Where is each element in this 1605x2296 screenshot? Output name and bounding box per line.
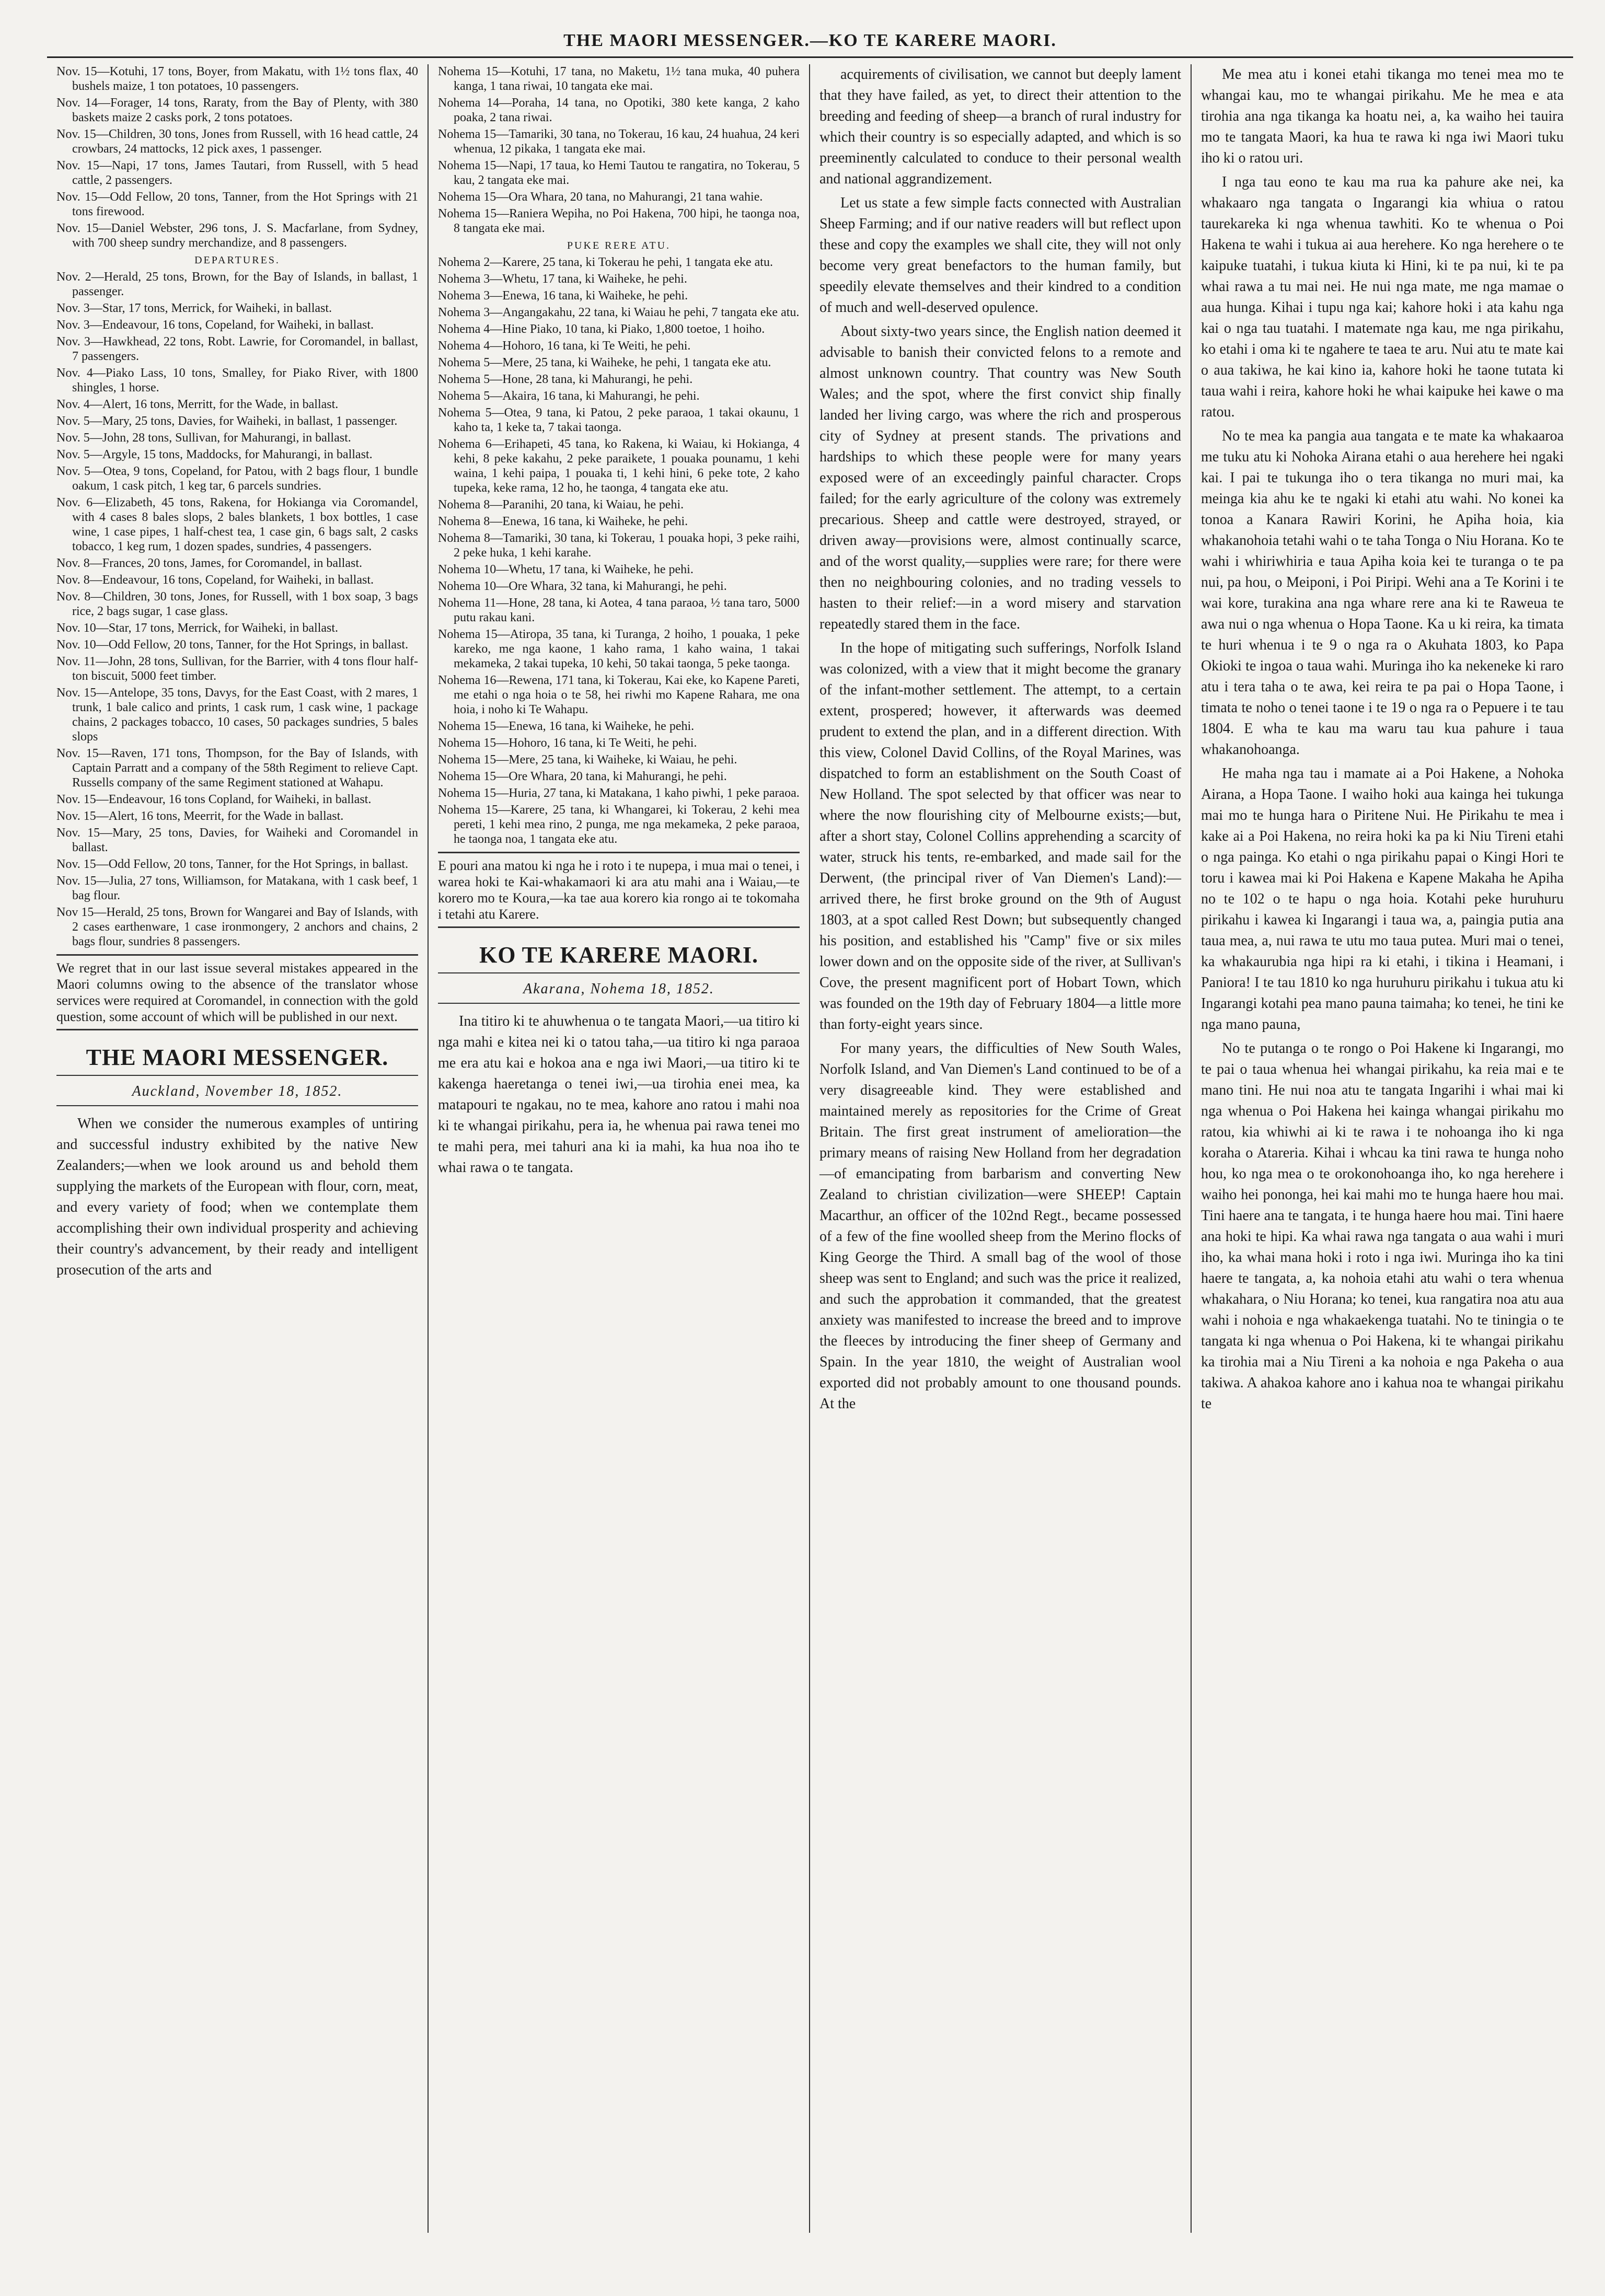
shipping-entry: Nov. 8—Children, 30 tons, Jones, for Russell, with 1 box soap, 3 bags rice, 2 bags sugar, 1 case glass. [56,590,418,618]
shipping-entry: Nov. 5—Argyle, 15 tons, Maddocks, for Mahurangi, in ballast. [56,448,373,461]
masthead-rule [438,972,800,973]
paragraph: acquirements of civilisation, we cannot but deeply lament that they have failed, as yet, to direct their attention to the breeding and feeding of sheep—a branch of rural industry for which their country is so especially adapted, and which is so preeminently calculated to conduce to their personal wealth and national aggrandizement. [819,66,1181,187]
shipping-entry: Nov. 4—Piako Lass, 10 tons, Smalley, for Piako River, with 1800 shingles, 1 horse. [56,366,418,395]
shipping-entry: Nov. 6—Elizabeth, 45 tons, Rakena, for Hokianga via Coromandel, with 4 cases 8 bales slops, 2 bales blankets, 1 box bottles, 1 case wine, 1 case pipes, 1 half-chest tea, 1 case gin, 6 bags salt, 2 casks tobacco, 1 keg rum, 1 dozen spades, sundries, 4 passengers. [56,496,418,553]
shipping-entry: Nohema 5—Mere, 25 tana, ki Waiheke, he pehi, 1 tangata eke atu. [438,356,771,369]
dateline-rule [56,1105,418,1106]
shipping-entry: Nov. 8—Endeavour, 16 tons, Copeland, for Waiheki, in ballast. [56,573,374,587]
column-2 [429,64,810,2233]
paragraph: When we consider the numerous examples of untiring and successful industry exhibited by the native New Zealanders;—when we look around us and behold them supplying the markets of the European with flour, corn, meat, and every variety of food; when we contemplate them accomplishing their own individual prosperity and achieving their country's advancement, by their ready and intelligent prosecution of the arts and [56,1116,418,1278]
paragraph: In the hope of mitigating such sufferings, Norfolk Island was colonized, with a view that it might become the granary of the infant-mother settlement. The attempt, to a certain extent, prospered; however, it afterwards was deemed prudent to extend the plan, and in a different direction. With this view, Colonel David Collins, of the Royal Marines, was dispatched to form an establishment on the South Coast of New Holland. The spot selected by that officer was near to where the now flourishing city of Melbourne exists;—but, after a short stay, Colonel Collins apprehending a scarcity of water, struck his tents, re-embarked, and made sail for the Derwent, (the principal river of Van Diemen's Land):—arrived there, he first broke ground on the 9th of August 1803, at a spot called Rest Down; but subsequently changed his position, and established his "Camp" five or six miles lower down and on the opposite side of the river, at Sullivan's Cove, the present magnificent port of Hobart Town, which was founded on the 19th day of February 1804—a little more than forty-eight years since. [819,640,1181,1033]
shipping-entry: Nov. 15—Odd Fellow, 20 tons, Tanner, from the Hot Springs with 21 tons firewood. [56,190,418,218]
shipping-entry: Nov. 8—Frances, 20 tons, James, for Coromandel, in ballast. [56,556,363,570]
shipping-entry: Nohema 11—Hone, 28 tana, ki Aotea, 4 tana paraoa, ½ tana taro, 5000 putu rakau kani. [438,596,800,624]
paragraph: I nga tau eono te kau ma rua ka pahure ake nei, ka whakaaro nga tangata o Ingarangi kia whiua o ratou taurekareka ki nga whenua tawhiti. Ko te whenua o Poi Hakena te wahi i tukua ai aua herehere. Ko nga herehere o te kaipuke tuatahi, i tukua kiuta ki Hini, ki te pa nui, ki te pa whai rawa a tu mai nei. He nui nga mate, me nga mamae o aua hunga. Kihai i tupu nga kai; kahore hoki i ata kahu nga kai o nga tau tuatahi. I matemate nga kau, me nga pirikahu, ko etahi i oma ki te ngahere te taea te aru. Nui atu te mate kai o aua takiwa, he kai kino ia, kahore hoki he taone tutata ki taua wahi i reira, kahore hoki he whai kaipuke hei kawe o ma ratou. [1201,174,1564,420]
shipping-entry: Nohema 5—Akaira, 16 tana, ki Mahurangi, he pehi. [438,389,700,403]
shipping-entry: Nohema 5—Otea, 9 tana, ki Patou, 2 peke paraoa, 1 takai okaunu, 1 kaho ta, 1 keke ta, 7 takai taonga. [438,406,800,434]
arrivals-list-maori [438,64,800,236]
shipping-entry: Nov. 3—Hawkhead, 22 tons, Robt. Lawrie, for Coromandel, in ballast, 7 passengers. [56,335,418,363]
newspaper-page [47,26,1573,2273]
shipping-entry: Nohema 15—Atiropa, 35 tana, ki Turanga, 2 hoiho, 1 pouaka, 1 peke kareko, me nga kaone, 1 kaho rama, 1 kaho waina, 1 takai mekameka, 2 takai tupeka, 10 kehi, 50 takai taonga, 5 peke taonga. [438,628,800,670]
shipping-entry: Nov. 3—Star, 17 tons, Merrick, for Waiheki, in ballast. [56,302,332,315]
shipping-entry: Nohema 15—Huria, 27 tana, ki Matakana, 1 kaho piwhi, 1 peke paraoa. [438,786,800,800]
masthead-rule [56,1075,418,1076]
shipping-entry: Nov. 5—John, 28 tons, Sullivan, for Mahurangi, in ballast. [56,431,351,445]
shipping-entry: Nov. 11—John, 28 tons, Sullivan, for the Barrier, with 4 tons flour half-ton biscuit, 5000 feet timber. [56,655,418,683]
shipping-entry: Nohema 15—Tamariki, 30 tana, no Tokerau, 16 kau, 24 huahua, 24 keri whenua, 12 pikaka, 1 tangata eke mai. [438,127,800,156]
shipping-entry: Nov. 14—Forager, 14 tons, Raraty, from the Bay of Plenty, with 380 baskets maize 2 casks pork, 2 tons potatoes. [56,96,418,124]
shipping-entry: Nov. 15—Alert, 16 tons, Meerrit, for the Wade in ballast. [56,809,344,823]
shipping-entry: Nohema 5—Hone, 28 tana, ki Mahurangi, he pehi. [438,373,693,386]
masthead-maori: KO TE KARERE MAORI. [479,942,759,968]
departures-heading-maori: PUKE RERE ATU. [567,240,671,251]
shipping-entry: Nohema 8—Tamariki, 30 tana, ki Tokerau, 1 pouaka hopi, 3 peke raihi, 2 peke huka, 1 kehi karahe. [438,531,800,560]
shipping-entry: Nohema 15—Hohoro, 16 tana, ki Te Weiti, he pehi. [438,736,697,750]
column-4-editorial-maori [1192,64,1573,2233]
shipping-entry: Nohema 15—Raniera Wepiha, no Poi Hakena, 700 hipi, he taonga noa, 8 tangata eke mai. [438,207,800,235]
editorial-english-start [56,1114,418,1281]
masthead-english: THE MAORI MESSENGER. [86,1045,389,1070]
errata-notice-maori: E pouri ana matou ki nga he i roto i te nupepa, i mua mai o tenei, i warea hoki te Kai-whakamaori ki ara atu mahi ana i Waiau,—te korero mo te Koura,—ka tae aua korero kia rongo ai te tokomaha i tetahi atu Karere. [438,852,800,928]
columns [47,64,1573,2233]
shipping-entry: Nov. 15—Kotuhi, 17 tons, Boyer, from Makatu, with 1½ tons flax, 40 bushels maize, 1 ton potatoes, 10 passengers. [56,65,418,93]
paragraph: Let us state a few simple facts connected with Australian Sheep Farming; and if our native readers will but reflect upon these and copy the examples we shall cite, they will not only become very great benefactors to the human family, but speedily elevate themselves and their kindred to a condition of much and well-deserved opulence. [819,195,1182,316]
column-3-editorial-english [810,64,1192,2233]
paragraph: No te mea ka pangia aua tangata e te mate ka whakaaroa me tuku atu ki Nohoka Airana etahi o aua herehere hei ngaki kai. I pai te tukunga iho o tera tikanga no muri mai, ka meinga kia ahu ke te ngaki ki etahi atu wahi. No konei ka tonoa a Kanara Rawiri Korini, he Apiha hoia, kia whakanohoia tetahi wahi o te taha Tonga o Niu Horana. Ko te wahi i whiriwhiria e taua Apiha koia kei te turanga o te pa nui, pa hou, o Meiponi, i Poi Piripi. Wehi ana a Te Korini i te wai kore, turakina ana nga whare rere ana ki te Raweua te awa nui o nga whenua o Hopa Taone. Ka u ki reira, ka timata te huri whenua i te 9 o nga ra o Akuhata 1803, ko Papa Okioki te ingoa o taua wahi. Muringa iho ka nekeneke ki raro atu i tera taha o te awa, kei reira te pa pai o Hopa Taone, i timata te noho o tenei taone i te 19 o nga ra o Pepuere i te tau 1804. E wha te kau ma waru tau kua pahure i taua whakanohoanga. [1201,428,1564,758]
dateline-english: Auckland, November 18, 1852. [132,1083,343,1099]
shipping-entry: Nov. 2—Herald, 25 tons, Brown, for the Bay of Islands, in ballast, 1 passenger. [56,270,418,298]
paragraph: For many years, the difficulties of New South Wales, Norfolk Island, and Van Diemen's Land continued to be of a very disagreeable kind. They were established and maintained merely as repositories for the Crime of Great Britain. The first great instrument of amelioration—the primary means of raising New Holland from her degradation—of emancipating from barbarism and converting New Zealand to christian civilization—were SHEEP! Captain Macarthur, an officer of the 102nd Regt., became possessed of a few of the fine woolled sheep from the Merino flocks of King George the Third. A small bag of the wool of those sheep was sent to England; and such was the price it realized, and such the approbation it commanded, that the greatest anxiety was manifested to increase the breed and to improve the fleeces by introducing the finer sheep of Germany and Spain. In the year 1810, the weight of Australian wool exported did not probably amount to one thousand pounds. At the [819,1040,1181,1412]
shipping-entry: Nov. 15—Antelope, 35 tons, Davys, for the East Coast, with 2 mares, 1 trunk, 1 bale calico and prints, 1 cask rum, 1 cask wine, 1 package chains, 2 packages tobacco, 10 cases, 50 packages sundries, 5 bales slops [56,686,418,744]
paragraph: Ina titiro ki te ahuwhenua o te tangata Maori,—ua titiro ki nga mahi e kitea nei ki o tatou taha,—ua titiro ki nga paraoa me era atu kai e hokoa ana e nga iwi Maori,—ua titiro ki te kakenga haeretanga o tenei iwi,—ua tirohia enei mea, ka matapouri te ngakau, no te mea, kahore ano ratou i mahi noa ki te whangai pirikahu, pera ia, he whenua pai rawa tenei mo te mahi pera, mei tahuri ana ki ia mahi, ka hua noa iho te whai rawa o te tangata. [438,1013,800,1176]
departures-list-english [56,270,418,949]
shipping-entry: Nov 15—Herald, 25 tons, Brown for Wangarei and Bay of Islands, with 2 cases earthenware, 1 case ironmongery, 2 anchors and chains, 2 bags flour, sundries 8 passengers. [56,906,418,948]
shipping-entry: Nohema 15—Ora Whara, 20 tana, no Mahurangi, 21 tana wahie. [438,190,763,204]
dateline-maori: Akarana, Nohema 18, 1852. [523,981,714,997]
shipping-entry: Nohema 15—Enewa, 16 tana, ki Waiheke, he pehi. [438,720,695,733]
shipping-entry: Nohema 8—Enewa, 16 tana, ki Waiheke, he pehi. [438,515,688,528]
shipping-entry: Nohema 10—Ore Whara, 32 tana, ki Mahurangi, he pehi. [438,579,727,593]
shipping-entry: Nov. 10—Star, 17 tons, Merrick, for Waiheki, in ballast. [56,621,339,635]
shipping-entry: Nov. 15—Children, 30 tons, Jones from Russell, with 16 head cattle, 24 crowbars, 24 mattocks, 12 pick axes, 1 passenger. [56,127,418,156]
shipping-entry: Nov. 15—Napi, 17 tons, James Tautari, from Russell, with 5 head cattle, 2 passengers. [56,159,418,187]
shipping-entry: Nohema 6—Erihapeti, 45 tana, ko Rakena, ki Waiau, ki Hokianga, 4 kehi, 8 peke kakahu, 2 peke paraikete, 1 pouaka pounamu, 1 kehi waina, 1 kehi paipa, 1 pouaka ti, 1 kehi hini, 6 peke tote, 2 kaho tupeka, keke rama, 12 ho, he taonga, 4 tangata eke atu. [438,437,800,495]
shipping-entry: Nohema 15—Karere, 25 tana, ki Whangarei, ki Tokerau, 2 kehi mea pereti, 1 kehi mea rino, 2 punga, me nga mekameka, 2 peke paraoa, he taonga noa, 1 tangata eke atu. [438,803,800,846]
running-head: THE MAORI MESSENGER.—KO TE KARERE MAORI. [563,31,1057,50]
shipping-entry: Nohema 4—Hohoro, 16 tana, ki Te Weiti, he pehi. [438,339,691,353]
shipping-entry: Nov. 15—Julia, 27 tons, Williamson, for Matakana, with 1 cask beef, 1 bag flour. [56,874,418,902]
departures-list-maori [438,255,800,846]
departures-heading-english: DEPARTURES. [194,254,280,266]
shipping-entry: Nohema 16—Rewena, 171 tana, ki Tokerau, Kai eke, ko Kapene Pareti, me etahi o nga hoia o te 58, hei riwhi mo Kapene Rahara, me ona hoia, i noho ki Te Wahapu. [438,674,800,716]
shipping-entry: Nohema 3—Enewa, 16 tana, ki Waiheke, he pehi. [438,289,688,303]
paragraph: He maha nga tau i mamate ai a Poi Hakene, a Nohoka Airana, a Hopa Taone. I waiho hoki aua kainga hei tukunga mai mo te hunga hara o Piritene Nui. He Pirikahu te mea i kake ai a Poi Hakena, no reira hoki ka pa ki Niu Tireni etahi o nga painga. Ko etahi o nga pirikahu papai o Kingi Hori te toru i kawea mai ki Poi Hakena e Kapene Makaha he Apiha no te 102 o te hapu o nga hoia. Kotahi peke huruhuru pirikahu i kawea ki Ingarangi i taua wa, a, paingia putia ana taua mea, a, nui rawa te utu mo taua putea. Muri mai o tenei, ka whakaurubia nga hipi ra ki etahi, i tikina i Heamani, i Paniora! I te tau 1810 ko nga huruhuru pirikahu i tukua atu ki Ingarangi kotahi pea mano pauna taimaha; ko tenei, he tini ke nga mano pauna, [1201,766,1564,1033]
shipping-entry: Nohema 15—Napi, 17 taua, ko Hemi Tautou te rangatira, no Tokerau, 5 kau, 2 tangata eke mai. [438,159,800,187]
shipping-entry: Nohema 14—Poraha, 14 tana, no Opotiki, 380 kete kanga, 2 kaho poaka, 2 tana riwai. [438,96,800,124]
head-rule [47,56,1573,58]
shipping-entry: Nov. 15—Endeavour, 16 tons Copland, for Waiheki, in ballast. [56,793,372,806]
shipping-entry: Nov. 10—Odd Fellow, 20 tons, Tanner, for the Hot Springs, in ballast. [56,638,409,652]
shipping-entry: Nov. 15—Daniel Webster, 296 tons, J. S. Macfarlane, from Sydney, with 700 sheep sundry merchandize, and 8 passengers. [56,222,418,250]
shipping-entry: Nov. 3—Endeavour, 16 tons, Copeland, for Waiheki, in ballast. [56,318,374,332]
paragraph: Me mea atu i konei etahi tikanga mo tenei mea mo te whangai kau, mo te whangai pirikahu. Me he mea e ata tirohia ana nga tikanga ka hoatu nei, a, ka waiho hei tauira mo te tangata Maori, ka hua te rawa ki nga iwi Maori tuku iho ki o ratou uri. [1201,66,1564,166]
shipping-entry: Nov. 4—Alert, 16 tons, Merritt, for the Wade, in ballast. [56,398,339,411]
column-1 [47,64,429,2233]
shipping-entry: Nov. 15—Mary, 25 tons, Davies, for Waiheki and Coromandel in ballast. [56,826,418,854]
shipping-entry: Nov. 5—Mary, 25 tons, Davies, for Waiheki, in ballast, 1 passenger. [56,414,398,428]
shipping-entry: Nohema 15—Ore Whara, 20 tana, ki Mahurangi, he pehi. [438,770,727,783]
arrivals-list-english [56,64,418,250]
shipping-entry: Nohema 2—Karere, 25 tana, ki Tokerau he pehi, 1 tangata eke atu. [438,256,773,269]
dateline-rule [438,1003,800,1004]
paragraph: About sixty-two years since, the English nation deemed it advisable to banish their convicted felons to a remote and almost unknown country. That country was New South Wales; and the spot, where the first convict ship finally landed her living cargo, was where the rich and prosperous city of Sydney at present stands. The privations and hardships to which these people were for many years exposed were of an exceedingly painful character. Crops failed; for the early agriculture of the colony was extremely precarious. Sheep and cattle were destroyed, strayed, or driven away—provisions were, almost continually scarce, and of the worst quality,—supplies were rare; for there were then no neighbouring colonies, and no trading vessels to hasten to their relief:—in a word misery and starvation repeatedly stared them in the face. [819,323,1181,632]
shipping-entry: Nohema 3—Whetu, 17 tana, ki Waiheke, he pehi. [438,272,687,286]
shipping-entry: Nohema 3—Angangakahu, 22 tana, ki Waiau he pehi, 7 tangata eke atu. [438,306,800,319]
shipping-entry: Nohema 15—Mere, 25 tana, ki Waiheke, ki Waiau, he pehi. [438,753,737,767]
shipping-entry: Nohema 15—Kotuhi, 17 tana, no Maketu, 1½ tana muka, 40 puhera kanga, 1 tana riwai, 10 tangata eke mai. [438,65,800,93]
shipping-entry: Nohema 8—Paranihi, 20 tana, ki Waiau, he pehi. [438,498,684,512]
errata-notice-english: We regret that in our last issue several mistakes appeared in the Maori columns owing to the absence of the translator whose services were required at Coromandel, in connection with the gold question, some account of which will be published in our next. [56,954,418,1030]
editorial-maori-start [438,1011,800,1178]
shipping-entry: Nov. 5—Otea, 9 tons, Copeland, for Patou, with 2 bags flour, 1 bundle oakum, 1 cask pitch, 1 keg tar, 6 parcels sundries. [56,465,418,493]
shipping-entry: Nov. 15—Raven, 171 tons, Thompson, for the Bay of Islands, with Captain Parratt and a company of the 58th Regiment to relieve Capt. Russells company of the same Regiment stationed at Wahapu. [56,747,418,790]
paragraph: No te putanga o te rongo o Poi Hakene ki Ingarangi, mo te pai o taua whenua hei whangai pirikahu, ka reia mai e te mano tini. He nui noa atu te tangata Ingarihi i whai mai ki nga whenua o Poi Hakena hei kainga whangai pirikahu mo ratou, kia whiwhi ai ki te rawa i te nohoanga iho ki nga koraha o Atareria. Kihai i whcau ka tini rawa te hunga noho hou, ko nga mea o te orokonohoanga iho, ko nga herehere i waiho hei pononga, hei kai mahi mo te hunga haere hou mai. Tini haere ana te tangata, i te hunga haere hou mai. Tini haere ana hoki te hipi. Ka whai rawa nga tangata o aua wahi i muri iho, ka whai mana hoki i roto i nga iwi. Muringa iho ka tini haere te tangata, a, ka nohoia etahi atu wahi o tera whenua whakahara, o Niu Horana; ko tenei, kua rangatira noa atu aua wahi i nohoia e nga whakaekenga tuatahi. No te tiningia o te tangata ki nga whenua o Poi Hakena, ki te whangai pirikahu ka tirohia mai a Niu Tireni a ka nohoia e nga Pakeha o aua takiwa. A ahakoa kahore ano i kahua noa te whangai pirikahu te [1201,1040,1564,1412]
shipping-entry: Nohema 10—Whetu, 17 tana, ki Waiheke, he pehi. [438,563,694,576]
shipping-entry: Nohema 4—Hine Piako, 10 tana, ki Piako, 1,800 toetoe, 1 hoiho. [438,322,765,336]
shipping-entry: Nov. 15—Odd Fellow, 20 tons, Tanner, for the Hot Springs, in ballast. [56,857,409,871]
